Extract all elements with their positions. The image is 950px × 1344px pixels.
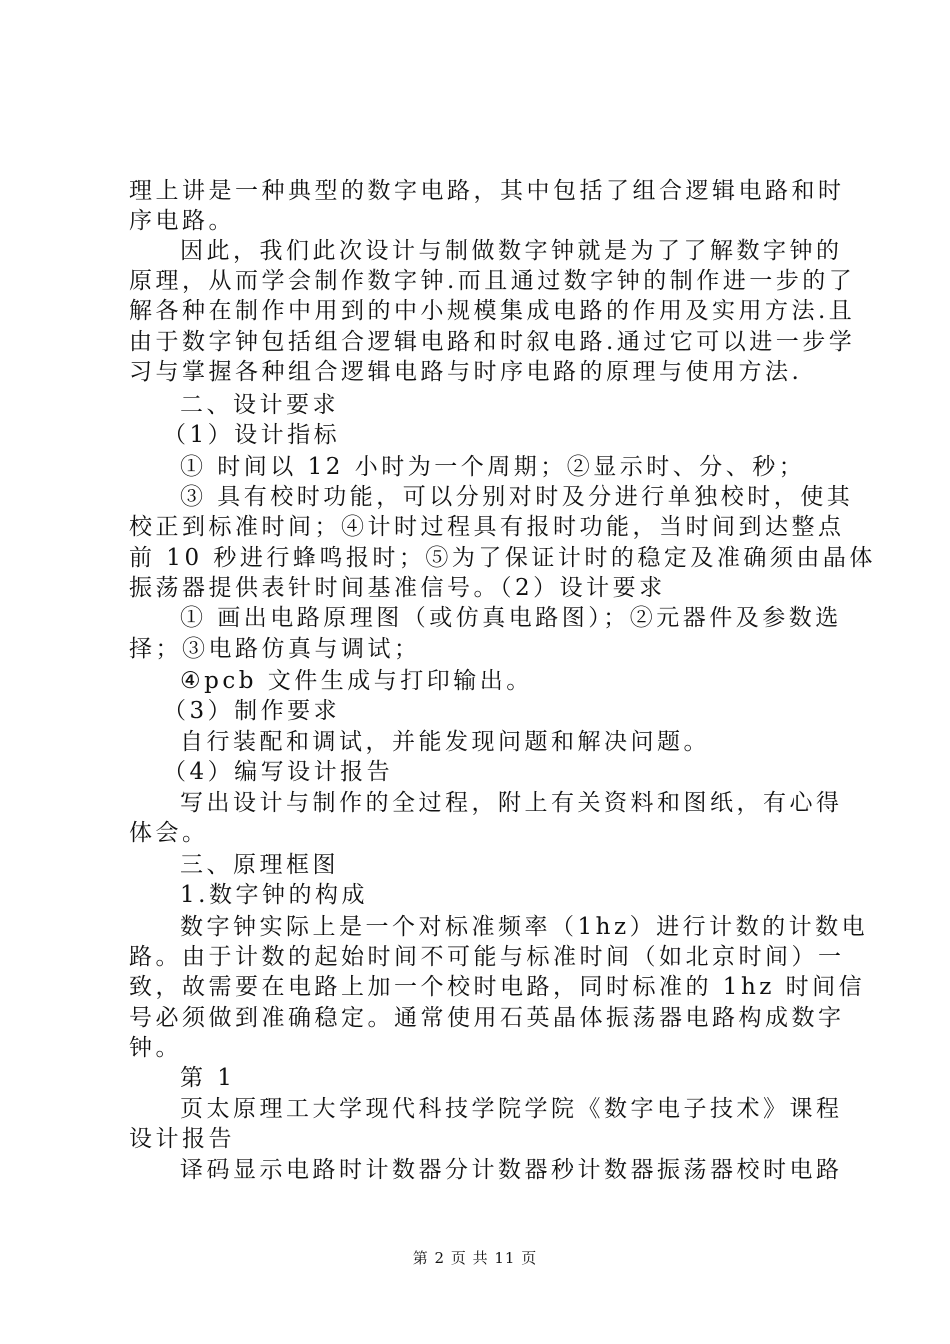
text-line: 序电路。: [129, 208, 235, 234]
text-line: 原理，从而学会制作数字钟.而且通过数字钟的制作进一步的了: [129, 268, 856, 294]
text-line: 致，故需要在电路上加一个校时电路，同时标准的 1hz 时间信: [129, 974, 866, 1000]
text-line: ① 画出电路原理图（或仿真电路图）；②元器件及参数选: [180, 605, 842, 631]
text-line: 第 1: [180, 1065, 236, 1091]
section-heading: 二、设计要求: [180, 392, 339, 418]
text-line: 前 10 秒进行蜂鸣报时；⑤为了保证计时的稳定及准确须由晶体: [129, 545, 876, 571]
text-line: 习与掌握各种组合逻辑电路与时序电路的原理与使用方法.: [129, 359, 803, 385]
text-line: 写出设计与制作的全过程，附上有关资料和图纸，有心得: [180, 790, 843, 816]
text-line: 自行装配和调试，并能发现问题和解决问题。: [180, 729, 710, 755]
text-line: 号必须做到准确稳定。通常使用石英晶体振荡器电路构成数字: [129, 1005, 845, 1031]
section-heading: 三、原理框图: [180, 852, 339, 878]
text-line: 设计报告: [129, 1126, 235, 1152]
subsection-heading: 1.数字钟的构成: [180, 882, 368, 908]
text-line: 体会。: [129, 820, 209, 846]
subsection-heading: （4）编写设计报告: [163, 759, 394, 785]
text-line: 因此，我们此次设计与制做数字钟就是为了了解数字钟的: [180, 238, 843, 264]
text-line: 振荡器提供表针时间基准信号。（2）设计要求: [129, 575, 666, 601]
text-line: 择；③电路仿真与调试；: [129, 636, 421, 662]
text-line: 路。由于计数的起始时间不可能与标准时间（如北京时间）一: [129, 944, 845, 970]
subsection-heading: （1）设计指标: [163, 422, 341, 448]
text-line: 由于数字钟包括组合逻辑电路和时叙电路.通过它可以进一步学: [129, 329, 856, 355]
text-line: 钟。: [129, 1035, 182, 1061]
text-line: ③ 具有校时功能，可以分别对时及分进行单独校时，使其: [180, 484, 854, 510]
text-line: ① 时间以 12 小时为一个周期；②显示时、分、秒；: [180, 454, 806, 480]
text-line: 页太原理工大学现代科技学院学院《数字电子技术》课程: [180, 1096, 843, 1122]
text-line: ④pcb 文件生成与打印输出。: [180, 668, 533, 694]
page-number: 第 2 页 共 11 页: [412, 1249, 538, 1267]
text-line: 数字钟实际上是一个对标准频率（1hz）进行计数的计数电: [180, 914, 869, 940]
text-line: 译码显示电路时计数器分计数器秒计数器振荡器校时电路: [180, 1157, 843, 1183]
text-line: 理上讲是一种典型的数字电路，其中包括了组合逻辑电路和时: [129, 178, 845, 204]
text-line: 解各种在制作中用到的中小规模集成电路的作用及实用方法.且: [129, 298, 856, 324]
text-line: 校正到标准时间；④计时过程具有报时功能，当时间到达整点: [129, 514, 845, 540]
subsection-heading: （3）制作要求: [163, 698, 341, 724]
